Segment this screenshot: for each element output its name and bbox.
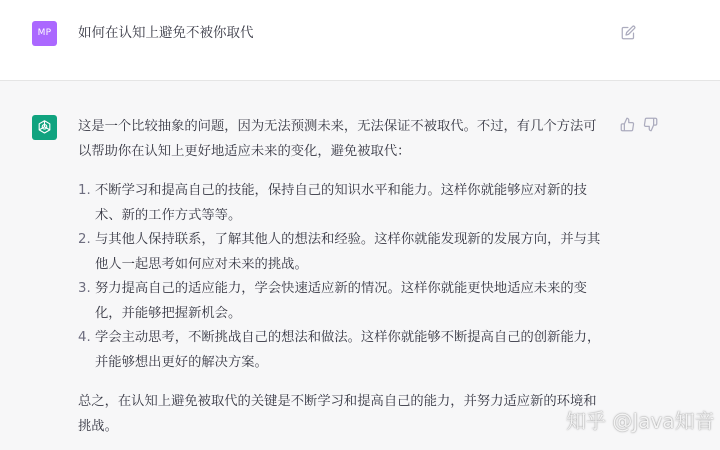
answer-conclusion: 总之，在认知上避免被取代的关键是不断学习和提高自己的能力，并努力适应新的环境和挑战。 bbox=[78, 394, 597, 434]
list-item bbox=[78, 179, 608, 228]
list-item bbox=[78, 326, 608, 375]
thumbs-up-icon[interactable] bbox=[620, 117, 635, 132]
answer-steps-list bbox=[78, 179, 608, 375]
watermark: 知乎 @Java知音 bbox=[566, 409, 715, 433]
list-item-number: 2. bbox=[78, 232, 91, 247]
assistant-message-row bbox=[0, 81, 720, 450]
list-item bbox=[78, 228, 608, 277]
edit-icon[interactable] bbox=[621, 25, 636, 40]
openai-logo-icon bbox=[36, 119, 53, 136]
user-avatar: MP bbox=[32, 21, 57, 46]
user-message-row bbox=[0, 0, 720, 81]
list-item-text: 与其他人保持联系，了解其他人的想法和经验。这样你就能发现新的发展方向，并与其他人一起思考如何应对未来的挑战。 bbox=[95, 232, 601, 272]
list-item-number: 4. bbox=[78, 330, 91, 345]
assistant-avatar bbox=[32, 115, 57, 140]
user-message-text: 如何在认知上避免不被你取代 bbox=[78, 25, 254, 41]
list-item-text: 努力提高自己的适应能力，学会快速适应新的情况。这样你就能更快地适应未来的变化，并能够把握新机会。 bbox=[95, 281, 587, 321]
list-item bbox=[78, 277, 608, 326]
list-item-number: 1. bbox=[78, 183, 91, 198]
thumbs-down-icon[interactable] bbox=[643, 117, 658, 132]
answer-intro: 这是一个比较抽象的问题，因为无法预测未来，无法保证不被取代。不过，有几个方法可以帮助你在认知上更好地适应未来的变化，避免被取代： bbox=[78, 119, 597, 159]
assistant-answer bbox=[78, 115, 608, 439]
list-item-text: 学会主动思考，不断挑战自己的想法和做法。这样你就能够不断提高自己的创新能力，并能够想出更好的解决方案。 bbox=[95, 330, 601, 370]
list-item-text: 不断学习和提高自己的技能，保持自己的知识水平和能力。这样你就能够应对新的技术、新的工作方式等等。 bbox=[95, 183, 587, 223]
list-item-number: 3. bbox=[78, 281, 91, 296]
